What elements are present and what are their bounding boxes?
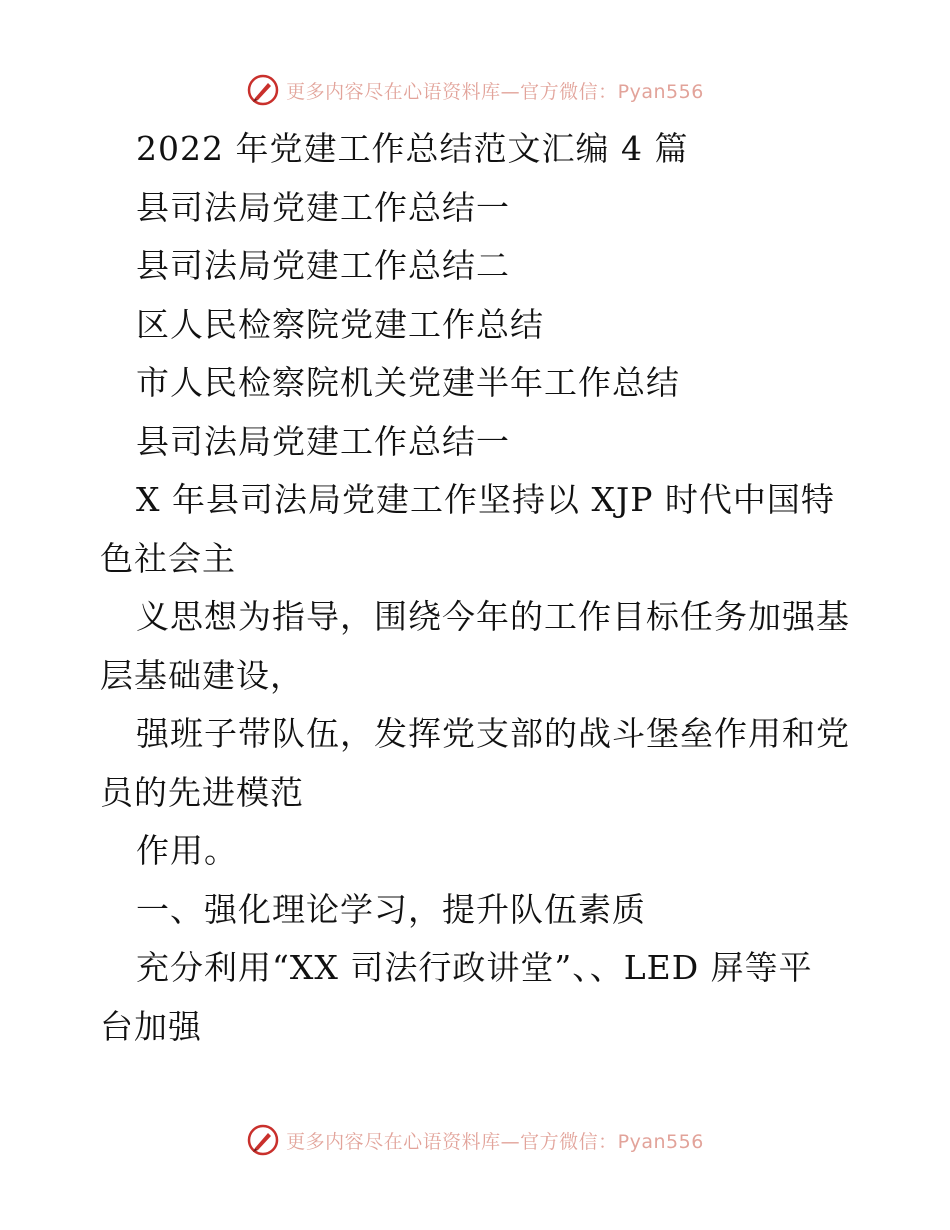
document-title: 2022 年党建工作总结范文汇编 4 篇 — [136, 129, 689, 168]
toc-item: 市人民检察院机关党建半年工作总结 — [136, 363, 680, 402]
toc-item: 县司法局党建工作总结二 — [136, 246, 510, 285]
body-text-line: 充分利用“XX 司法行政讲堂”、、LED 屏等平 — [136, 948, 813, 987]
body-text-line: 强班子带队伍，发挥党支部的战斗堡垒作用和党 — [136, 714, 850, 753]
body-text-line: 作用。 — [136, 831, 238, 870]
toc-item: 县司法局党建工作总结一 — [136, 187, 510, 227]
watermark-header — [0, 70, 950, 110]
body-text-line: X 年县司法局党建工作坚持以 XJP 时代中国特 — [136, 480, 835, 519]
pen-circle-logo-icon — [246, 73, 280, 107]
body-text-line: 色社会主 — [100, 538, 236, 578]
watermark-footer — [0, 1120, 950, 1160]
toc-item: 区人民检察院党建工作总结 — [136, 304, 544, 344]
watermark-text: 更多内容尽在心语资料库—官方微信：Pyan556 — [286, 80, 704, 103]
section-heading: 县司法局党建工作总结一 — [136, 421, 510, 461]
document-body — [100, 120, 860, 1056]
pen-circle-logo-icon — [246, 1123, 280, 1157]
body-text-line: 台加强 — [100, 1006, 202, 1046]
body-text-line: 义思想为指导，围绕今年的工作目标任务加强基 — [136, 597, 850, 636]
body-text-line: 层基础建设， — [100, 655, 304, 695]
body-paragraphs — [100, 471, 860, 1056]
body-text-line: 员的先进模范 — [100, 772, 304, 812]
watermark-text: 更多内容尽在心语资料库—官方微信：Pyan556 — [286, 1130, 704, 1153]
body-text-line: 一、强化理论学习，提升队伍素质 — [136, 889, 646, 929]
